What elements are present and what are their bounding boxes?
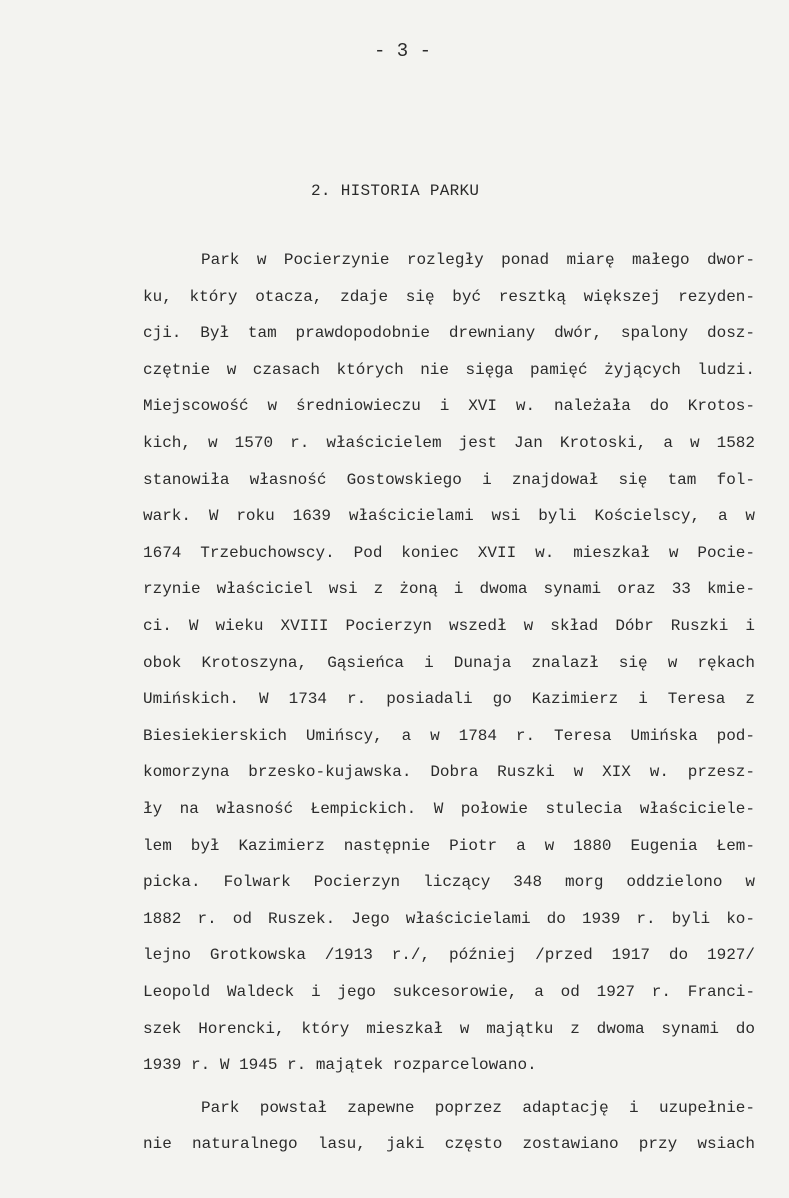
text-line: Biesiekierskich Umińscy, a w 1784 r. Teresa Umińska pod- (143, 727, 755, 745)
text-line: picka. Folwark Pocierzyn liczący 348 morg oddzielono w (143, 873, 755, 891)
text-line: kich, w 1570 r. właścicielem jest Jan Krotoski, a w 1582 (143, 434, 755, 452)
text-line: obok Krotoszyna, Gąsieńca i Dunaja znalazł się w rękach (143, 654, 755, 672)
text-line: 1674 Trzebuchowscy. Pod koniec XVII w. mieszkał w Pocie- (143, 544, 755, 562)
text-line: stanowiła własność Gostowskiego i znajdował się tam fol- (143, 471, 755, 489)
text-line: ku, który otacza, zdaje się być resztką większej rezyden- (143, 288, 755, 306)
text-line: nie naturalnego lasu, jaki często zostawiano przy wsiach (143, 1135, 755, 1153)
text-line: Park powstał zapewne poprzez adaptację i uzupełnie- (201, 1099, 755, 1117)
text-line: 1882 r. od Ruszek. Jego właścicielami do 1939 r. byli ko- (143, 910, 755, 928)
text-line: Umińskich. W 1734 r. posiadali go Kazimierz i Teresa z (143, 690, 755, 708)
section-heading: 2. HISTORIA PARKU (311, 182, 480, 200)
text-line: Leopold Waldeck i jego sukcesorowie, a od 1927 r. Franci- (143, 983, 755, 1001)
text-line: wark. W roku 1639 właścicielami wsi byli Kościelscy, a w (143, 507, 755, 525)
text-line: 1939 r. W 1945 r. majątek rozparcelowano. (143, 1056, 537, 1074)
text-line: Park w Pocierzynie rozległy ponad miarę małego dwor- (201, 251, 755, 269)
page-number: - 3 - (373, 40, 431, 62)
text-line: lejno Grotkowska /1913 r./, później /przed 1917 do 1927/ (143, 946, 755, 964)
text-line: szek Horencki, który mieszkał w majątku z dwoma synami do (143, 1020, 755, 1038)
text-line: Miejscowość w średniowieczu i XVI w. należała do Krotos- (143, 397, 755, 415)
text-line: rzynie właściciel wsi z żoną i dwoma synami oraz 33 kmie- (143, 580, 755, 598)
text-line: ci. W wieku XVIII Pocierzyn wszedł w skład Dóbr Ruszki i (143, 617, 755, 635)
text-line: czętnie w czasach których nie sięga pamięć żyjących ludzi. (143, 361, 755, 379)
text-line: ły na własność Łempickich. W połowie stulecia właściciele- (143, 800, 755, 818)
text-line: cji. Był tam prawdopodobnie drewniany dwór, spalony dosz- (143, 324, 755, 342)
text-line: lem był Kazimierz następnie Piotr a w 1880 Eugenia Łem- (143, 837, 755, 855)
text-line: komorzyna brzesko-kujawska. Dobra Ruszki w XIX w. przesz- (143, 763, 755, 781)
